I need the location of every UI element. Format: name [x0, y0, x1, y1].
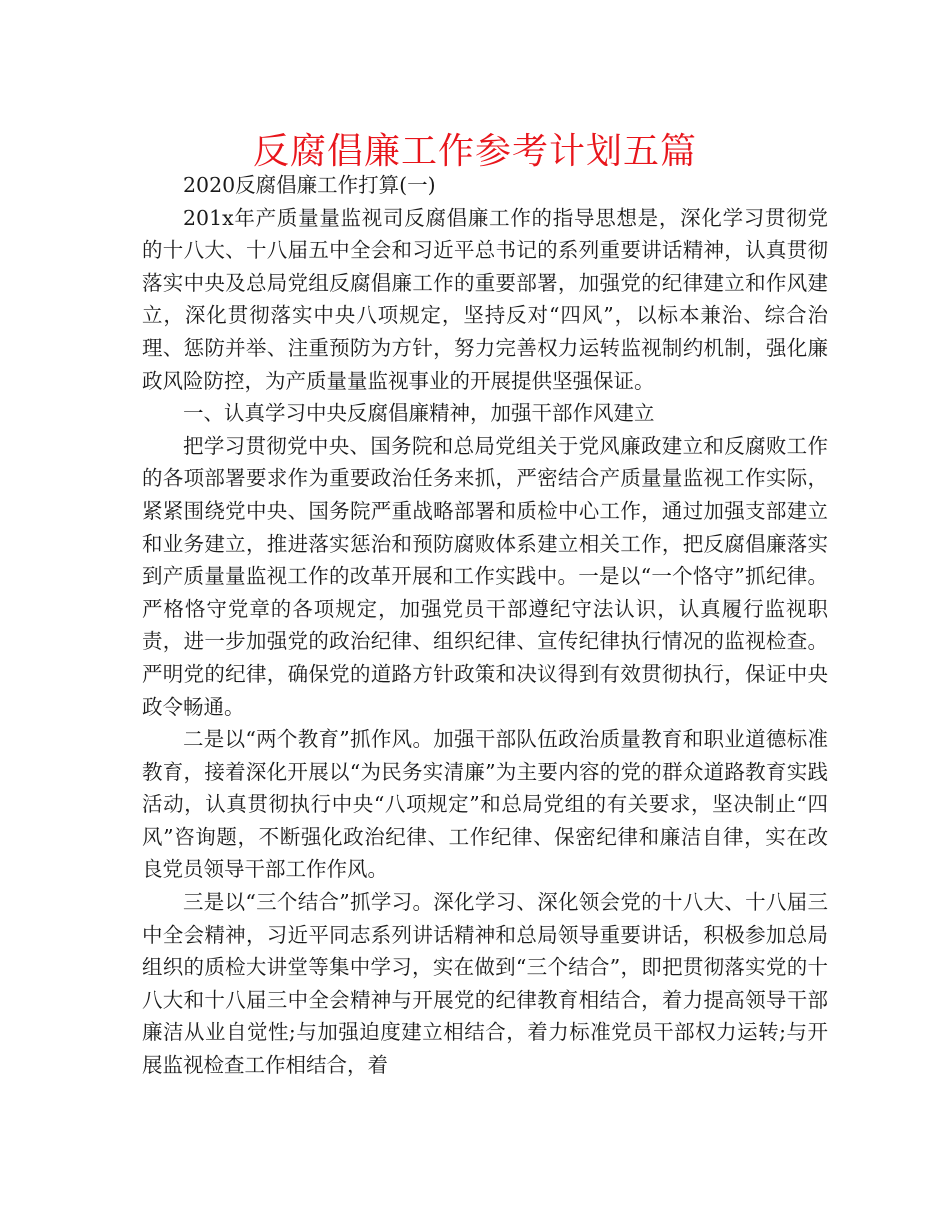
document-title: 反腐倡廉工作参考计划五篇 [252, 131, 697, 172]
paragraph-style: 二是以“两个教育”抓作风。加强干部队伍政治质量教育和职业道德标准教育，接着深化开展以“为民务实清廉”为主要内容的党的群众道路教育实践活动，认真贯彻执行中央“八项规定”和总局党组的有关要求，坚决制止“四风”咨询题，不断强化政治纪律、工作纪律、保密纪律和廉洁自律，实在改良党员领导干部工作作风。 [142, 727, 828, 882]
paragraph-plan-heading: 2020反腐倡廉工作打算(一) [183, 173, 436, 197]
document-body [142, 169, 828, 1082]
paragraph-study: 三是以“三个结合”抓学习。深化学习、深化领会党的十八大、十八届三中全会精神，习近平同志系列讲话精神和总局领导重要讲话，积极参加总局组织的质检大讲堂等集中学习，实在做到“三个结合”，即把贯彻落实党的十八大和十八届三中全会精神与开展党的纪律教育相结合，着力提高领导干部廉洁从业自觉性;与加强迫度建立相结合，着力标准党员干部权力运转;与开展监视检查工作相结合，着 [142, 890, 828, 1078]
paragraph-guiding-thought: 201x年产质量量监视司反腐倡廉工作的指导思想是，深化学习贯彻党的十八大、十八届五中全会和习近平总书记的系列重要讲话精神，认真贯彻落实中央及总局党组反腐倡廉工作的重要部署，加强党的纪律建立和作风建立，深化贯彻落实中央八项规定，坚持反对“四风”，以标本兼治、综合治理、惩防并举、注重预防为方针，努力完善权力运转监视制约机制，强化廉政风险防控，为产质量量监视事业的开展提供坚强保证。 [142, 205, 828, 393]
paragraph-discipline: 把学习贯彻党中央、国务院和总局党组关于党风廉政建立和反腐败工作的各项部署要求作为重要政治任务来抓，严密结合产质量量监视工作实际，紧紧围绕党中央、国务院严重战略部署和质检中心工作，通过加强支部建立和业务建立，推进落实惩治和预防腐败体系建立相关工作，把反腐倡廉落实到产质量量监视工作的改革开展和工作实践中。一是以“一个恪守”抓纪律。严格恪守党章的各项规定，加强党员干部遵纪守法认识，认真履行监视职责，进一步加强党的政治纪律、组织纪律、宣传纪律执行情况的监视检查。严明党的纪律，确保党的道路方针政策和决议得到有效贯彻执行，保证中央政令畅通。 [142, 433, 828, 719]
paragraph-section-heading: 一、认真学习中央反腐倡廉精神，加强干部作风建立 [183, 401, 655, 426]
